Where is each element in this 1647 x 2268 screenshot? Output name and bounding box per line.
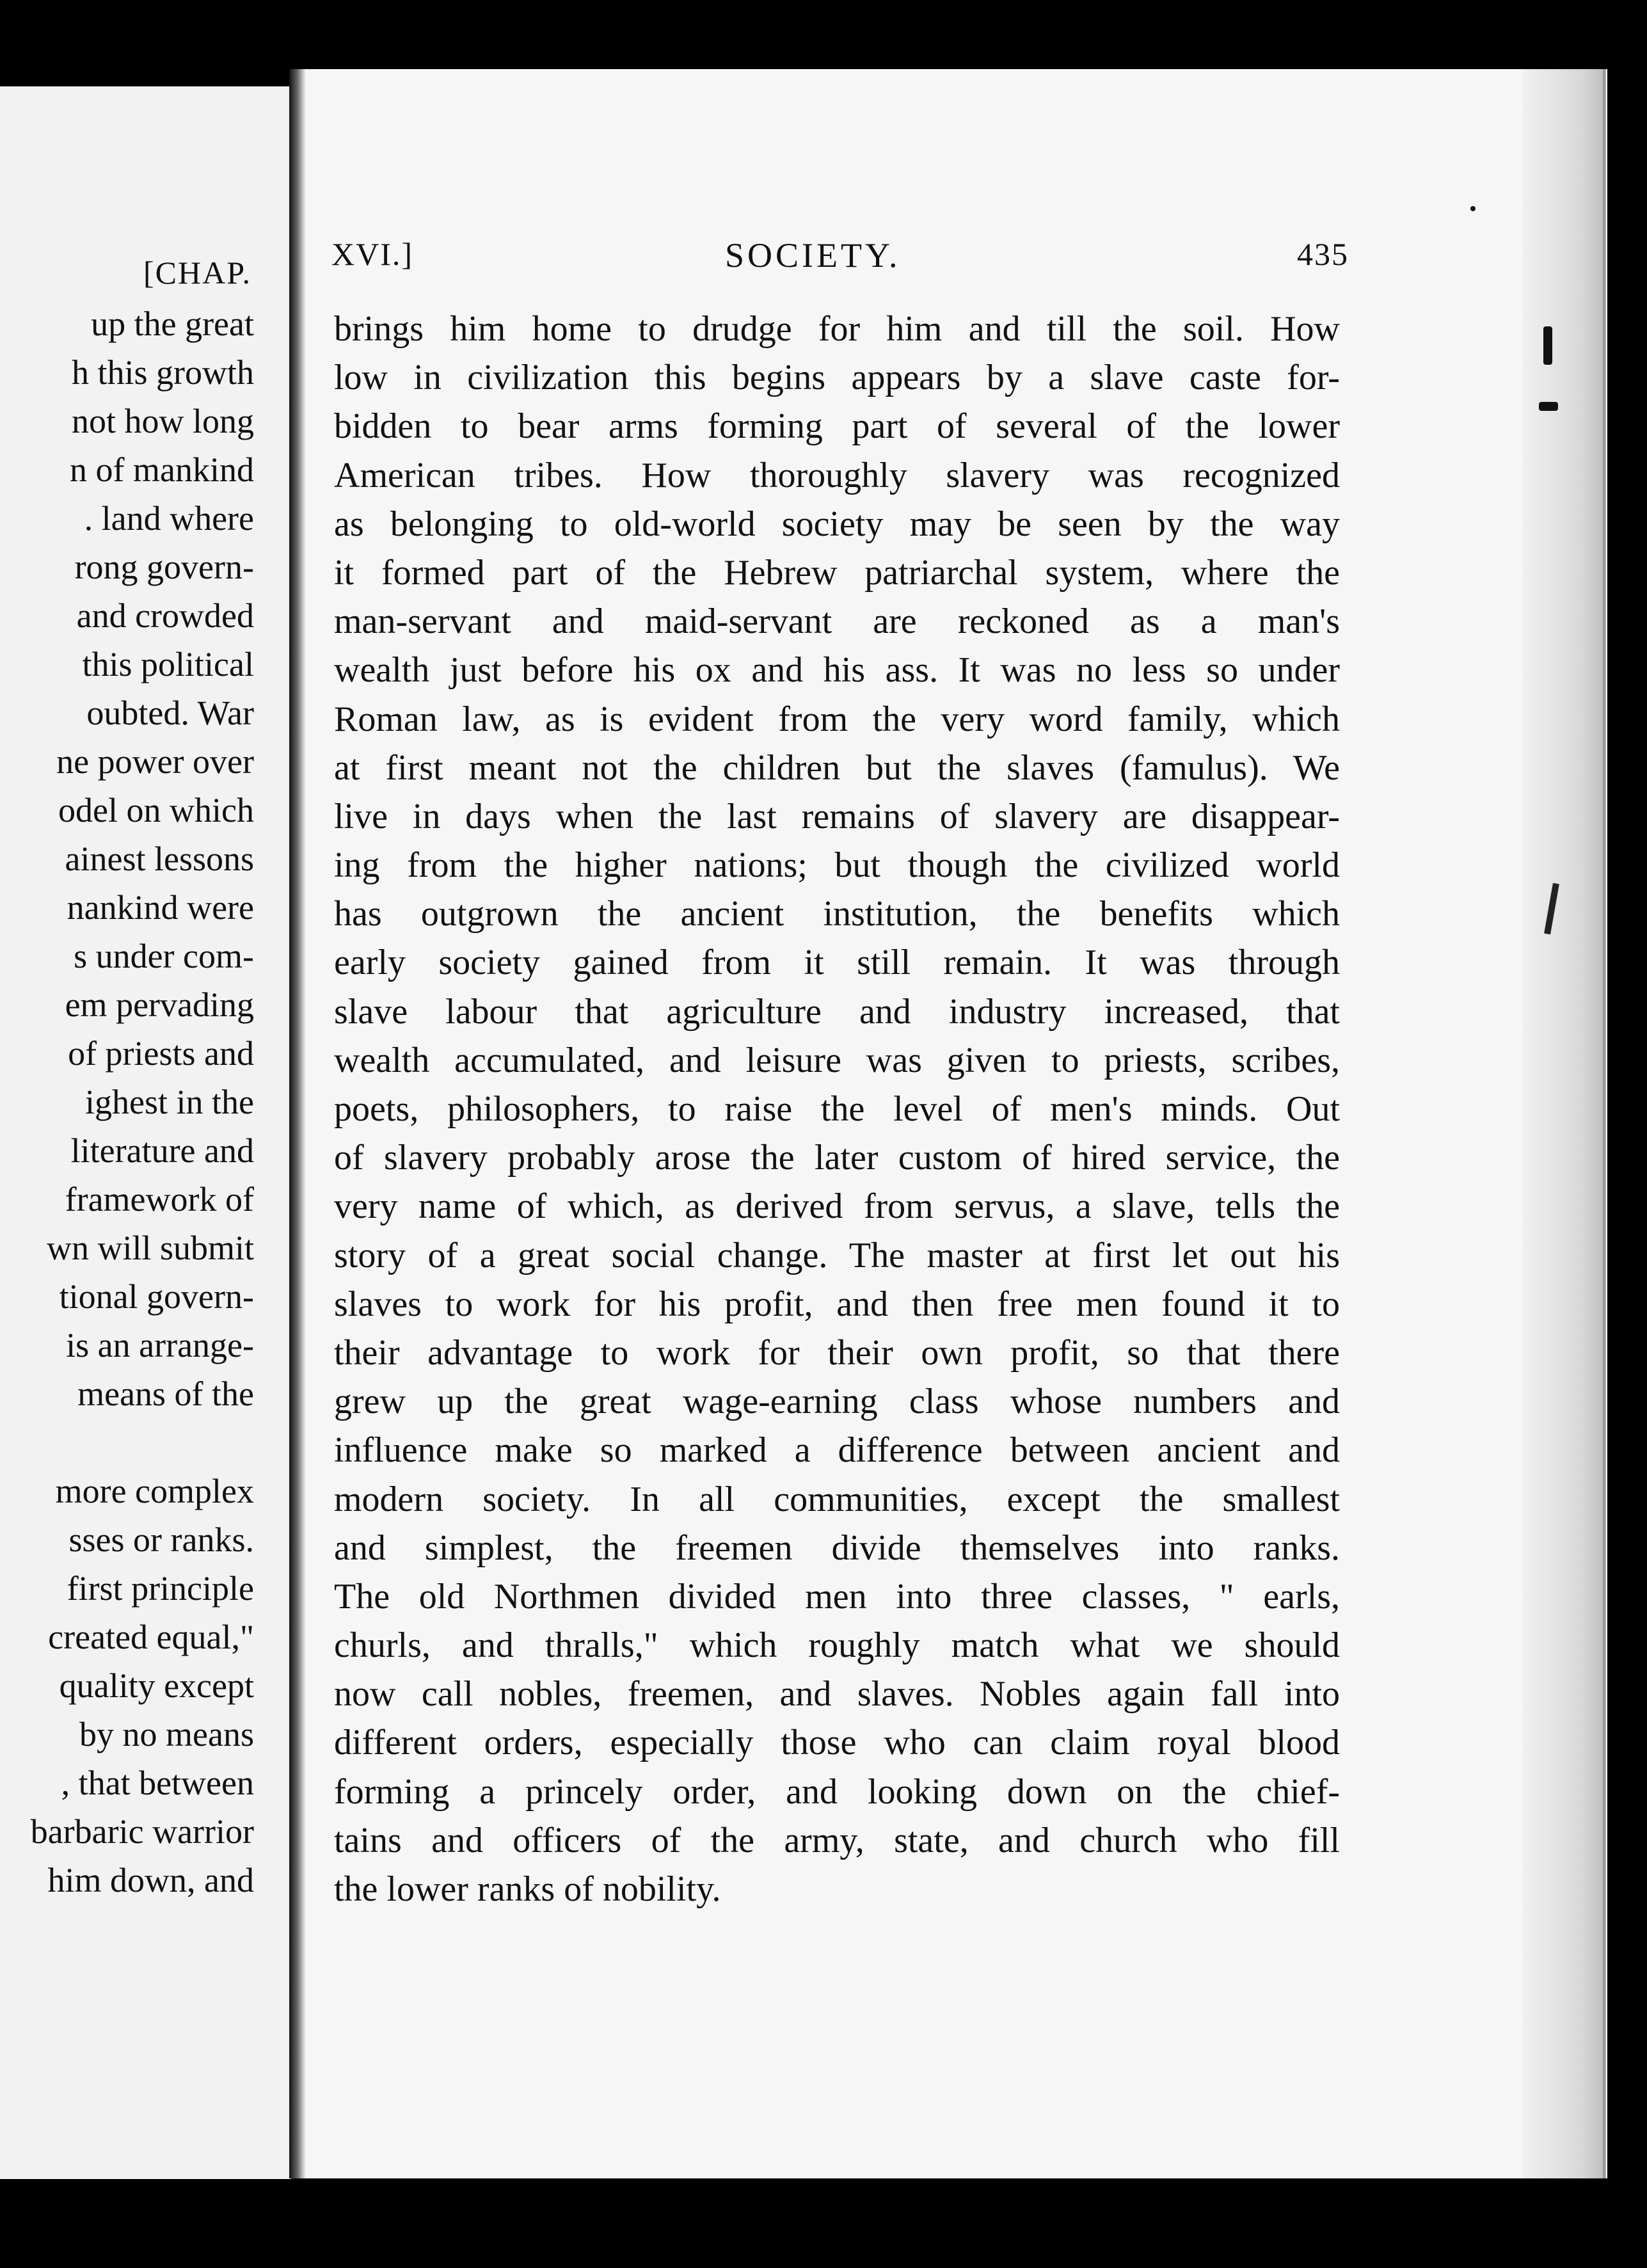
- left-text-line: . land where: [84, 499, 254, 538]
- text-line: of slavery probably arose the later custom of hired service, the: [334, 1138, 1340, 1178]
- text-line: it formed part of the Hebrew patriarchal system, where the: [334, 552, 1340, 593]
- left-text-line: sses or ranks.: [68, 1521, 254, 1559]
- left-text-line: created equal,": [48, 1618, 254, 1656]
- left-text-line: nankind were: [67, 888, 254, 927]
- left-text-line: by no means: [79, 1715, 254, 1753]
- left-text-line: first principle: [67, 1569, 254, 1608]
- left-text-line: ainest lessons: [65, 840, 254, 878]
- left-text-line: h this growth: [71, 353, 254, 392]
- left-text-line: is an arrange-: [66, 1326, 254, 1364]
- left-text-line: s under com-: [74, 937, 254, 975]
- text-line: the lower ranks of nobility.: [334, 1869, 721, 1909]
- left-text-line: and crowded: [76, 596, 254, 635]
- left-text-line: n of mankind: [70, 451, 254, 489]
- text-line: wealth just before his ox and his ass. It was no less so under: [334, 650, 1340, 691]
- book-gutter: [289, 69, 306, 2178]
- left-text-line: tional govern-: [59, 1277, 254, 1316]
- left-text-line: odel on which: [58, 791, 254, 829]
- speck-mark: [1470, 206, 1476, 211]
- text-line: slave labour that agriculture and industry increased, that: [334, 991, 1340, 1032]
- text-line: modern society. In all communities, except the smallest: [334, 1479, 1340, 1519]
- left-text-line: means of the: [77, 1375, 254, 1413]
- left-text-line: of priests and: [68, 1034, 254, 1073]
- text-line: tains and officers of the army, state, and church who fill: [334, 1820, 1340, 1860]
- text-line: churls, and thralls," which roughly match what we should: [334, 1625, 1340, 1666]
- left-text-line: em pervading: [65, 986, 254, 1024]
- text-line: bidden to bear arms forming part of several of the lower: [334, 406, 1340, 447]
- left-text-line: , that between: [61, 1764, 254, 1802]
- text-line: American tribes. How thoroughly slavery was recognized: [334, 455, 1340, 495]
- edge-mark: [1543, 326, 1552, 365]
- left-text-line: quality except: [59, 1666, 254, 1705]
- left-text-line: more complex: [55, 1472, 254, 1510]
- left-page-header: [CHAP.: [143, 255, 251, 291]
- running-header: [331, 236, 1349, 280]
- text-line: has outgrown the ancient institution, the benefits which: [334, 894, 1340, 934]
- text-line: ing from the higher nations; but though the civilized world: [334, 845, 1340, 886]
- left-text-line: rong govern-: [74, 548, 254, 586]
- left-text-line: oubted. War: [86, 694, 254, 732]
- left-text-line: [0, 1418, 254, 1467]
- text-line: at first meant not the children but the slaves (famulus). We: [334, 747, 1340, 788]
- left-text-line: him down, and: [47, 1861, 254, 1899]
- text-line: influence make so marked a difference between ancient and: [334, 1430, 1340, 1471]
- left-text-line: up the great: [91, 305, 254, 343]
- left-page: [0, 86, 295, 2179]
- text-line: low in civilization this begins appears by a slave caste for-: [334, 358, 1340, 398]
- text-line: now call nobles, freemen, and slaves. Nobles again fall into: [334, 1674, 1340, 1714]
- text-line: as belonging to old-world society may be seen by the way: [334, 504, 1340, 544]
- text-line: Roman law, as is evident from the very word family, which: [334, 699, 1340, 739]
- text-line: The old Northmen divided men into three classes, " earls,: [334, 1576, 1340, 1617]
- text-line: different orders, especially those who can claim royal blood: [334, 1723, 1340, 1763]
- page-edge: [1523, 69, 1606, 2178]
- text-line: poets, philosophers, to raise the level of men's minds. Out: [334, 1089, 1340, 1129]
- left-text-line: wn will submit: [46, 1229, 254, 1267]
- text-line: very name of which, as derived from servus, a slave, tells the: [334, 1186, 1340, 1227]
- left-text-line: this political: [82, 645, 254, 683]
- left-text-line: barbaric warrior: [30, 1812, 254, 1851]
- text-line: live in days when the last remains of slavery are disappear-: [334, 796, 1340, 836]
- text-line: forming a princely order, and looking down on the chief-: [334, 1771, 1340, 1812]
- left-text-line: literature and: [70, 1131, 254, 1170]
- page-edge-line: [1603, 69, 1605, 2178]
- edge-mark: [1539, 402, 1558, 411]
- left-page-text: [0, 299, 254, 1905]
- text-line: story of a great social change. The master at first let out his: [334, 1235, 1340, 1275]
- left-text-line: ighest in the: [85, 1083, 254, 1121]
- left-text-line: not how long: [71, 402, 254, 440]
- text-line: slaves to work for his profit, and then free men found it to: [334, 1284, 1340, 1324]
- body-text: [334, 305, 1340, 1913]
- chapter-number: XVI.]: [331, 236, 414, 272]
- text-line: and simplest, the freemen divide themselves into ranks.: [334, 1528, 1340, 1568]
- text-line: early society gained from it still remain. It was through: [334, 943, 1340, 983]
- text-line: grew up the great wage-earning class whose numbers and: [334, 1382, 1340, 1422]
- text-line: brings him home to drudge for him and till the soil. How: [334, 309, 1340, 349]
- text-line: man-servant and maid-servant are reckoned as a man's: [334, 602, 1340, 642]
- text-line: wealth accumulated, and leisure was given to priests, scribes,: [334, 1040, 1340, 1080]
- text-line: their advantage to work for their own profit, so that there: [334, 1332, 1340, 1373]
- left-text-line: ne power over: [56, 742, 254, 781]
- running-title: SOCIETY.: [725, 236, 901, 275]
- page-number: 435: [1297, 236, 1349, 272]
- left-text-line: framework of: [65, 1180, 254, 1218]
